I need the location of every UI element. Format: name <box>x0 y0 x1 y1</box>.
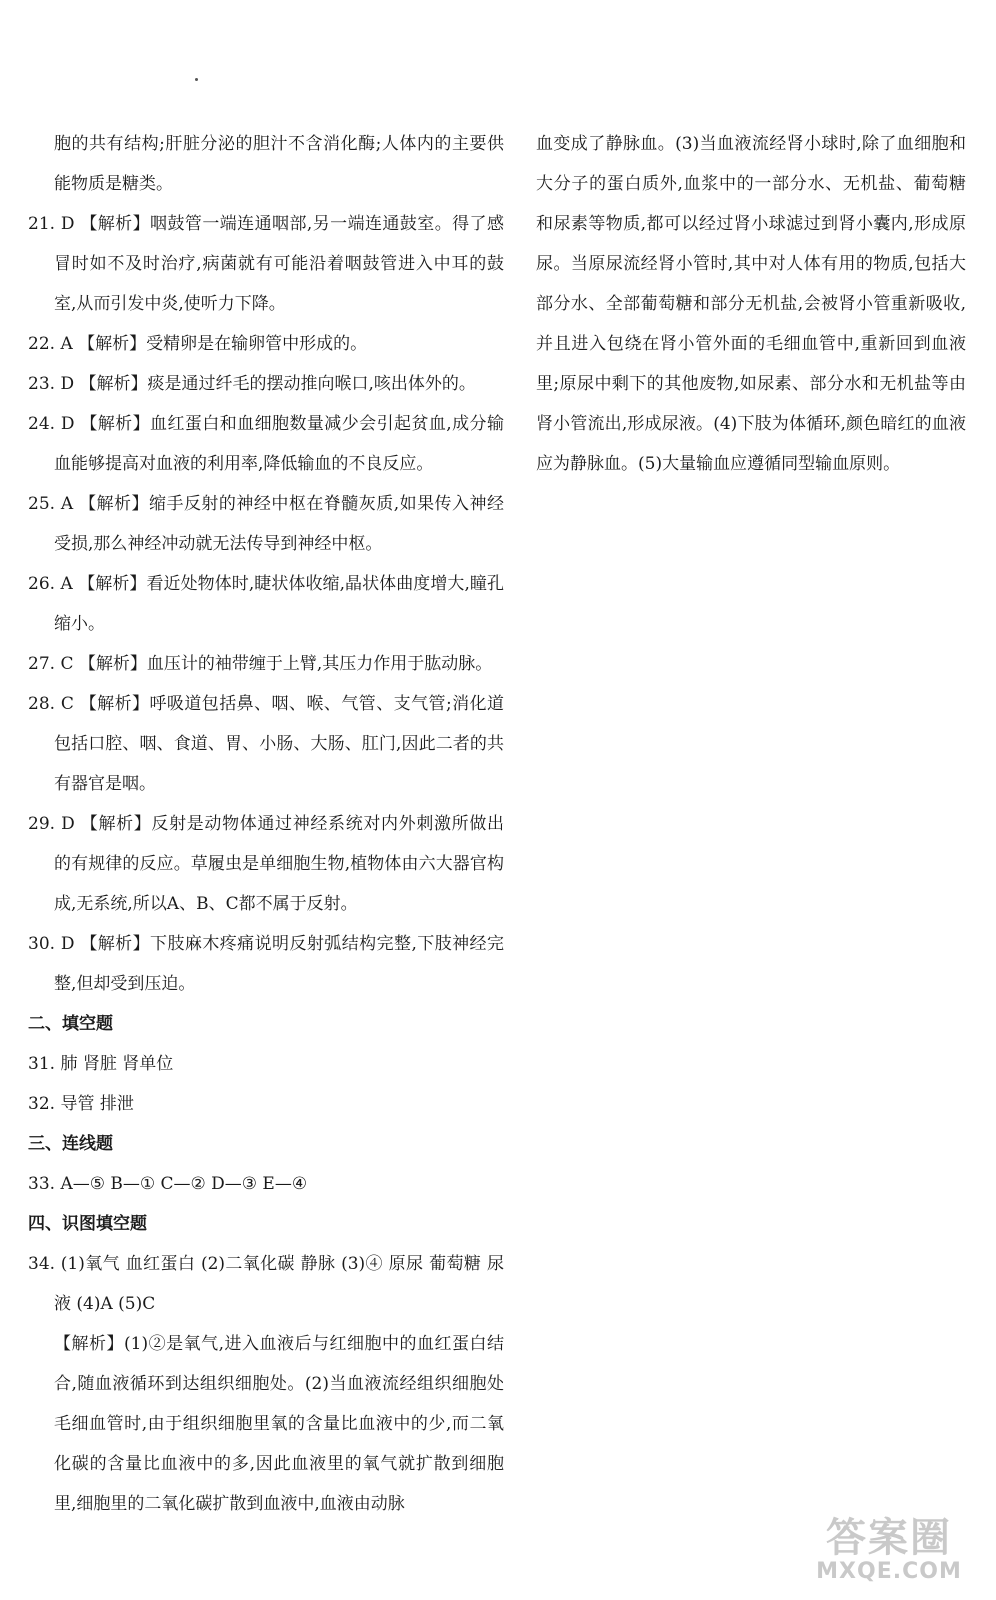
answer-34-analysis: 【解析】(1)②是氧气,进入血液后与红细胞中的血红蛋白结合,随血液循环到达组织细胞处。(2)当血液流经组织细胞处毛细血管时,由于组织细胞里氧的含量比血液中的少,而二氧化碳的含量比血液中的多,因此血液里的氧气就扩散到细胞里,细胞里的二氧化碳扩散到血液中,血液由动脉 <box>54 1334 504 1514</box>
right-column <box>536 124 966 484</box>
answer-23: 23. D 【解析】痰是通过纤毛的摆动推向喉口,咳出体外的。 <box>28 374 476 394</box>
answer-29: 29. D 【解析】反射是动物体通过神经系统对内外刺激所做出的有规律的反应。草履虫是单细胞生物,植物体由六大器官构成,无系统,所以A、B、C都不属于反射。 <box>28 814 504 914</box>
answer-32: 32. 导管 排泄 <box>28 1094 134 1114</box>
answer-21: 21. D 【解析】咽鼓管一端连通咽部,另一端连通鼓室。得了感冒时如不及时治疗,病菌就有可能沿着咽鼓管进入中耳的鼓室,从而引发中炎,使听力下降。 <box>28 214 504 314</box>
answer-25: 25. A 【解析】缩手反射的神经中枢在脊髓灰质,如果传入神经受损,那么神经冲动就无法传导到神经中枢。 <box>28 494 504 554</box>
answer-34-analysis-continued: 血变成了静脉血。(3)当血液流经肾小球时,除了血细胞和大分子的蛋白质外,血浆中的一部分水、无机盐、葡萄糖和尿素等物质,都可以经过肾小球滤过到肾小囊内,形成原尿。当原尿流经肾小管时,其中对人体有用的物质,包括大部分水、全部葡萄糖和部分无机盐,会被肾小管重新吸收,并且进入包绕在肾小管外面的毛细血管中,重新回到血液里;原尿中剩下的其他废物,如尿素、部分水和无机盐等由肾小管流出,形成尿液。(4)下肢为体循环,颜色暗红的血液应为静脉血。(5)大量输血应遵循同型输血原则。 <box>536 134 966 474</box>
answer-30: 30. D 【解析】下肢麻木疼痛说明反射弧结构完整,下肢神经完整,但却受到压迫。 <box>28 934 504 994</box>
answer-28: 28. C 【解析】呼吸道包括鼻、咽、喉、气管、支气管;消化道包括口腔、咽、食道、胃、小肠、大肠、肛门,因此二者的共有器官是咽。 <box>28 694 504 794</box>
answer-34: 34. (1)氧气 血红蛋白 (2)二氧化碳 静脉 (3)④ 原尿 葡萄糖 尿液 (4)A (5)C <box>28 1254 504 1314</box>
left-column <box>28 124 504 1524</box>
answer-24: 24. D 【解析】血红蛋白和血细胞数量减少会引起贫血,成分输血能够提高对血液的利用率,降低输血的不良反应。 <box>28 414 504 474</box>
watermark-top-text: 答案圈 <box>826 1515 952 1561</box>
scan-speck <box>195 78 198 81</box>
answer-27: 27. C 【解析】血压计的袖带缠于上臂,其压力作用于肱动脉。 <box>28 654 493 674</box>
section-heading-diagram: 四、识图填空题 <box>28 1214 147 1234</box>
watermark-bottom-text: MXQE.COM <box>816 1559 962 1584</box>
answer-26: 26. A 【解析】看近处物体时,睫状体收缩,晶状体曲度增大,瞳孔缩小。 <box>28 574 504 634</box>
watermark-logo <box>804 1516 974 1586</box>
section-heading-fill: 二、填空题 <box>28 1014 113 1034</box>
answer-33: 33. A—⑤ B—① C—② D—③ E—④ <box>28 1174 308 1194</box>
section-heading-match: 三、连线题 <box>28 1134 113 1154</box>
answer-22: 22. A 【解析】受精卵是在输卵管中形成的。 <box>28 334 368 354</box>
answer-31: 31. 肺 肾脏 肾单位 <box>28 1054 174 1074</box>
intro-text: 胞的共有结构;肝脏分泌的胆汁不含消化酶;人体内的主要供能物质是糖类。 <box>54 134 504 194</box>
